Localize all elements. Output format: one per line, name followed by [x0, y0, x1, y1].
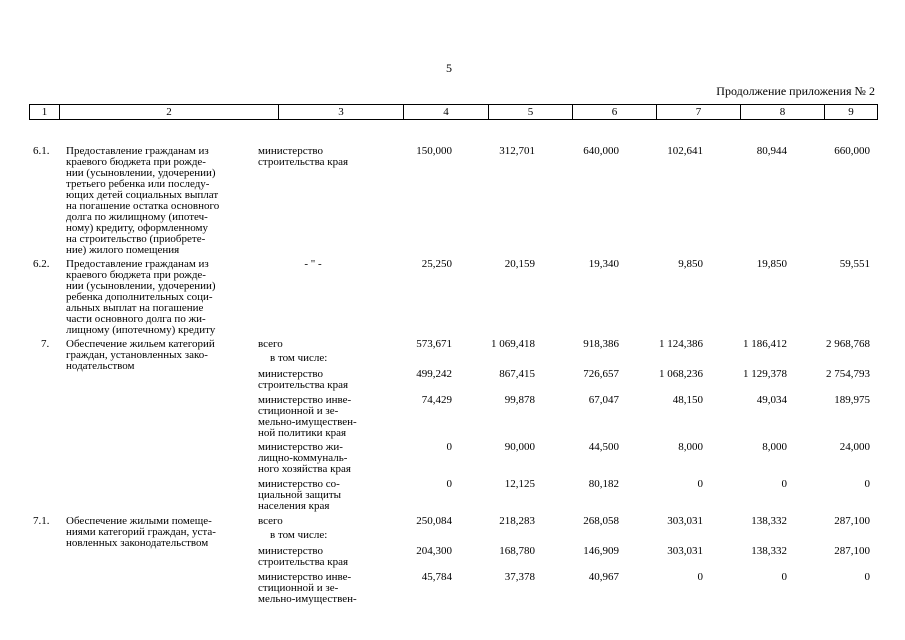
total-col8: 138,332 — [751, 515, 787, 527]
sub-value: 1 068,236 — [659, 368, 703, 380]
total-col9: 287,100 — [834, 515, 870, 527]
row-number: 7.1. — [33, 515, 50, 527]
total-label: всего — [258, 338, 283, 350]
sub-value: 40,967 — [588, 571, 619, 583]
sub-value: 726,657 — [583, 368, 619, 380]
header-col-1: 1 — [30, 105, 60, 120]
including-label: в том числе: — [270, 352, 328, 364]
header-col-5: 5 — [489, 105, 573, 120]
sub-value: 0 — [864, 478, 870, 490]
row-number: 7. — [41, 338, 50, 350]
sub-value: 168,780 — [499, 545, 535, 557]
header-row — [30, 105, 878, 120]
value-col4: 25,250 — [421, 258, 452, 270]
value-col5: 312,701 — [499, 145, 535, 157]
sub-value: 138,332 — [751, 545, 787, 557]
header-col-7: 7 — [657, 105, 741, 120]
sub-value: 0 — [697, 478, 703, 490]
sub-value: 1 129,378 — [743, 368, 787, 380]
page-number: 5 — [446, 61, 452, 75]
sub-value: 80,182 — [588, 478, 619, 490]
including-label: в том числе: — [270, 529, 328, 541]
row-name: Обеспечение жилыми помеще- ниями категорий граждан, уста- новленных законодательством — [66, 515, 216, 549]
sub-org: министерство инве- стиционной и зе- мельно-имуществен- ной политики края — [258, 394, 357, 439]
sub-value: 45,784 — [421, 571, 452, 583]
value-col9: 660,000 — [834, 145, 870, 157]
sub-value: 867,415 — [499, 368, 535, 380]
sub-value: 0 — [446, 441, 452, 453]
value-col7: 102,641 — [667, 145, 703, 157]
sub-value: 48,150 — [672, 394, 703, 406]
value-col9: 59,551 — [839, 258, 870, 270]
sub-value: 0 — [781, 478, 787, 490]
total-col5: 1 069,418 — [491, 338, 535, 350]
row-org: министерство строительства края — [258, 145, 349, 168]
row-number: 6.2. — [33, 258, 50, 270]
value-col6: 640,000 — [583, 145, 619, 157]
sub-value: 90,000 — [504, 441, 535, 453]
row-name: Предоставление гражданам из краевого бюджета при рожде- нии (усыновлении, удочерении) третьего ребенка или последу- ющих детей социальных выплат на погашение остатка основного долга по жилищному (ипотеч- ному) кредиту, оформленному на строительство (приобрете- ние) жилого помещения — [66, 145, 220, 256]
value-col8: 80,944 — [756, 145, 787, 157]
value-col6: 19,340 — [588, 258, 619, 270]
sub-value: 37,378 — [504, 571, 535, 583]
total-col7: 1 124,386 — [659, 338, 703, 350]
row-org-ditto: - " - — [304, 258, 322, 270]
total-label: всего — [258, 515, 283, 527]
header-col-3: 3 — [279, 105, 404, 120]
total-col7: 303,031 — [667, 515, 703, 527]
total-col8: 1 186,412 — [743, 338, 787, 350]
total-col6: 268,058 — [583, 515, 619, 527]
sub-value: 8,000 — [678, 441, 703, 453]
sub-value: 287,100 — [834, 545, 870, 557]
sub-value: 499,242 — [416, 368, 452, 380]
sub-org: министерство строительства края — [258, 545, 349, 568]
header-col-9: 9 — [825, 105, 878, 120]
column-header-table — [29, 104, 878, 120]
sub-value: 44,500 — [588, 441, 619, 453]
row-number: 6.1. — [33, 145, 50, 157]
sub-value: 0 — [781, 571, 787, 583]
total-col9: 2 968,768 — [826, 338, 870, 350]
header-col-8: 8 — [741, 105, 825, 120]
sub-org: министерство жи- лищно-коммуналь- ного хозяйства края — [258, 441, 351, 475]
value-col8: 19,850 — [756, 258, 787, 270]
sub-value: 189,975 — [834, 394, 870, 406]
sub-value: 8,000 — [762, 441, 787, 453]
value-col7: 9,850 — [678, 258, 703, 270]
sub-value: 0 — [446, 478, 452, 490]
sub-value: 303,031 — [667, 545, 703, 557]
value-col5: 20,159 — [504, 258, 535, 270]
sub-value: 0 — [697, 571, 703, 583]
row-name: Предоставление гражданам из краевого бюджета при рожде- нии (усыновлении, удочерении) ребенка дополнительных соци- альных выплат на погашение части основного долга по жи- лищному (ипотечному) кредиту — [66, 258, 216, 336]
total-col4: 573,671 — [416, 338, 452, 350]
sub-value: 67,047 — [588, 394, 619, 406]
sub-org: министерство инве- стиционной и зе- мельно-имуществен- — [258, 571, 357, 605]
header-col-6: 6 — [573, 105, 657, 120]
total-col4: 250,084 — [416, 515, 452, 527]
sub-org: министерство со- циальной защиты населения края — [258, 478, 342, 512]
sub-value: 49,034 — [756, 394, 787, 406]
sub-org: министерство строительства края — [258, 368, 349, 391]
sub-value: 12,125 — [504, 478, 535, 490]
continuation-title: Продолжение приложения № 2 — [716, 84, 875, 98]
sub-value: 99,878 — [504, 394, 535, 406]
total-col6: 918,386 — [583, 338, 619, 350]
header-col-2: 2 — [60, 105, 279, 120]
header-col-4: 4 — [404, 105, 489, 120]
sub-value: 146,909 — [583, 545, 619, 557]
row-name: Обеспечение жильем категорий граждан, установленных зако- нодательством — [66, 338, 215, 372]
sub-value: 0 — [864, 571, 870, 583]
sub-value: 204,300 — [416, 545, 452, 557]
total-col5: 218,283 — [499, 515, 535, 527]
sub-value: 74,429 — [421, 394, 452, 406]
sub-value: 24,000 — [839, 441, 870, 453]
sub-value: 2 754,793 — [826, 368, 870, 380]
value-col4: 150,000 — [416, 145, 452, 157]
